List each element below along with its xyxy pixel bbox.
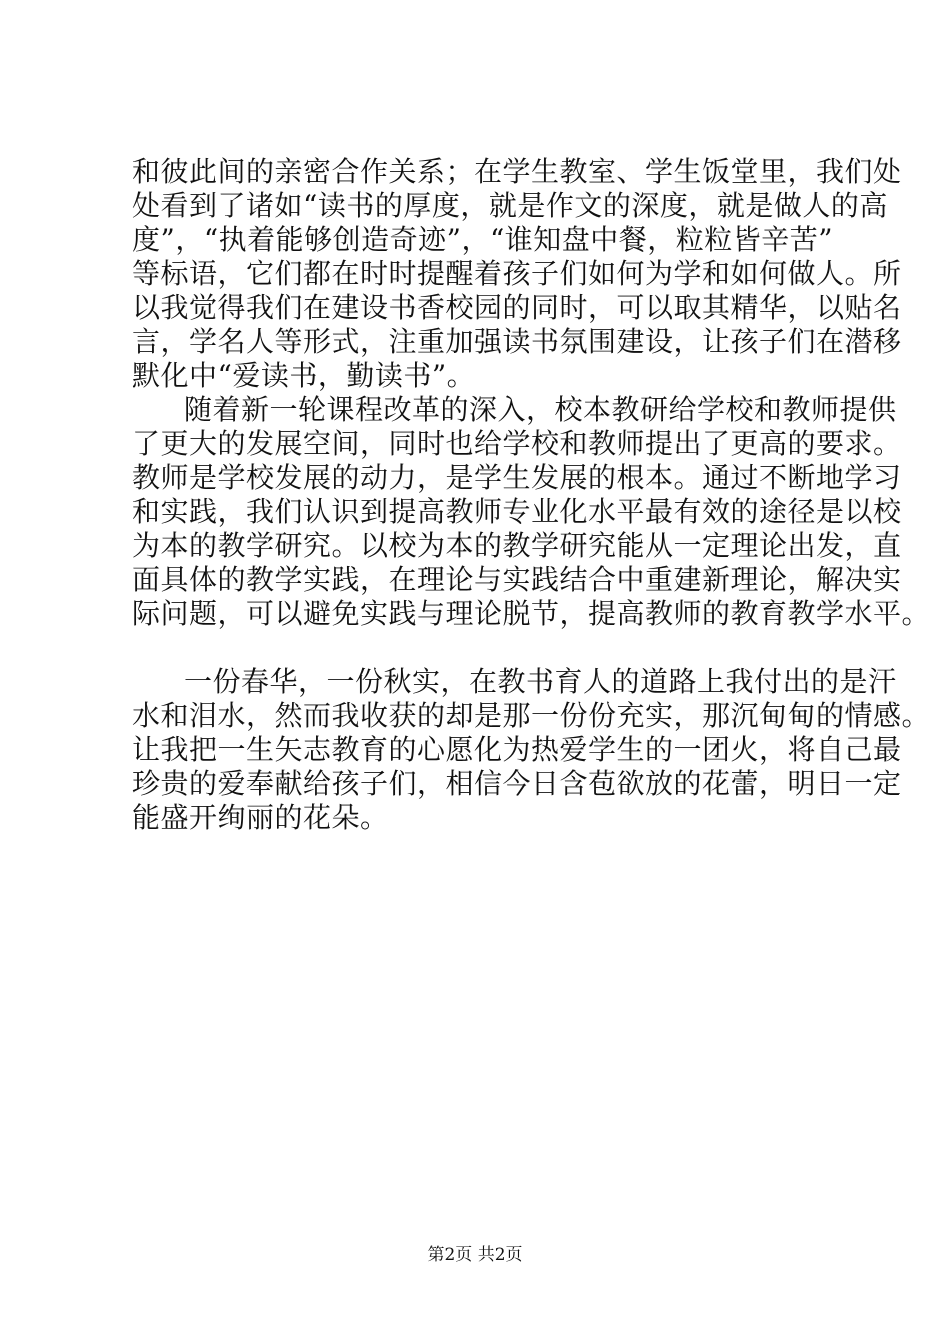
paragraph-line: 等标语，它们都在时时提醒着孩子们如何为学和如何做人。所 <box>132 257 902 290</box>
paragraph-line: 随着新一轮课程改革的深入，校本教研给学校和教师提供 <box>184 393 897 426</box>
paragraph-line: 默化中“爱读书，勤读书”。 <box>132 359 476 392</box>
paragraph-line: 度”，“执着能够创造奇迹”，“谁知盘中餐，粒粒皆辛苦” <box>132 223 834 256</box>
paragraph-line: 教师是学校发展的动力，是学生发展的根本。通过不断地学习 <box>132 461 902 494</box>
paragraph-line: 和实践，我们认识到提高教师专业化水平最有效的途径是以校 <box>132 495 902 528</box>
paragraph-line: 和彼此间的亲密合作关系；在学生教室、学生饭堂里，我们处 <box>132 155 902 188</box>
paragraph-line: 水和泪水，然而我收获的却是那一份份充实，那沉甸甸的情感。 <box>132 699 931 732</box>
paragraph-line: 珍贵的爱奉献给孩子们，相信今日含苞欲放的花蕾，明日一定 <box>132 767 902 800</box>
paragraph-line: 一份春华，一份秋实，在教书育人的道路上我付出的是汗 <box>184 665 897 698</box>
paragraph-line: 为本的教学研究。以校为本的教学研究能从一定理论出发，直 <box>132 529 902 562</box>
paragraph-line: 际问题，可以避免实践与理论脱节，提高教师的教育教学水平。 <box>132 597 931 630</box>
paragraph-line: 能盛开绚丽的花朵。 <box>132 801 389 834</box>
page-footer: 第2页 共2页 <box>427 1245 523 1265</box>
paragraph-line: 面具体的教学实践，在理论与实践结合中重建新理论，解决实 <box>132 563 902 596</box>
paragraph-line: 了更大的发展空间，同时也给学校和教师提出了更高的要求。 <box>132 427 902 460</box>
paragraph-line: 以我觉得我们在建设书香校园的同时，可以取其精华，以贴名 <box>132 291 902 324</box>
paragraph-line: 处看到了诸如“读书的厚度，就是作文的深度，就是做人的高 <box>132 189 888 222</box>
paragraph-line: 言，学名人等形式，注重加强读书氛围建设，让孩子们在潜移 <box>132 325 902 358</box>
paragraph-line: 让我把一生矢志教育的心愿化为热爱学生的一团火，将自己最 <box>132 733 902 766</box>
